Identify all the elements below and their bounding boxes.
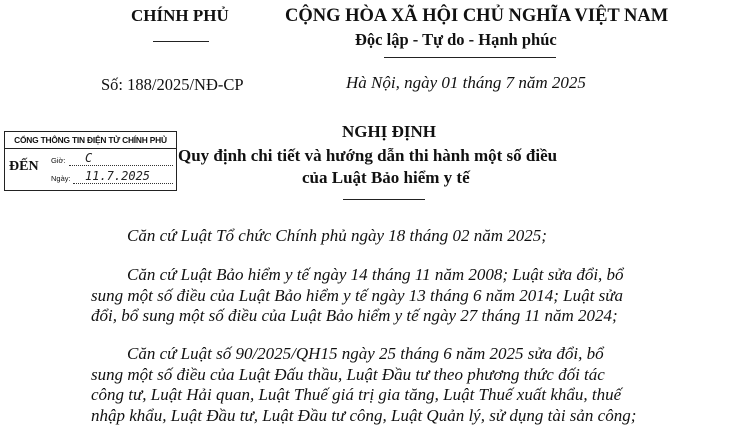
document-number: Số: 188/2025/NĐ-CP (101, 75, 244, 94)
issuer-name: CHÍNH PHỦ (131, 6, 229, 25)
legal-basis-paragraph (91, 226, 691, 247)
nation-name: CỘNG HÒA XÃ HỘI CHỦ NGHĨA VIỆT NAM (285, 6, 669, 26)
stamp-header: CỔNG THÔNG TIN ĐIỆN TỬ CHÍNH PHỦ (5, 132, 176, 149)
subject-line-1: Quy định chi tiết và hướng dẫn thi hành một số điều (178, 146, 558, 165)
stamp-received-label: ĐẾN (9, 159, 39, 174)
stamp-time-dots (69, 165, 173, 166)
paragraph-line: Căn cứ Luật Bảo hiểm y tế ngày 14 tháng 11 năm 2008; Luật sửa đổi, bổ (127, 265, 624, 284)
paragraph-line: nhập khẩu, Luật Đầu tư, Luật Đầu tư công, Luật Quản lý, sử dụng tài sản công; (91, 405, 637, 425)
stamp-time-value: C (85, 151, 93, 165)
motto-underline (384, 57, 556, 58)
title-underline (343, 199, 425, 200)
legal-basis-paragraph (91, 344, 691, 426)
stamp-time-label: Giờ: (51, 156, 66, 165)
document-type: NGHỊ ĐỊNH (342, 122, 436, 141)
national-motto: Độc lập - Tự do - Hạnh phúc (355, 30, 557, 49)
paragraph-line: công tư, Luật Hải quan, Luật Thuế giá trị gia tăng, Luật Thuế xuất khẩu, thuế (91, 385, 622, 404)
stamp-date-label: Ngày: (51, 174, 71, 183)
place-date: Hà Nội, ngày 01 tháng 7 năm 2025 (346, 73, 586, 92)
legal-basis-paragraph (91, 265, 691, 327)
paragraph-line: sung một số điều của Luật Đấu thầu, Luật Đầu tư theo phương thức đối tác (91, 364, 605, 384)
paragraph-line: đổi, bổ sung một số điều của Luật Bảo hiểm y tế ngày 27 tháng 11 năm 2024; (91, 306, 618, 325)
paragraph-line: Căn cứ Luật Tổ chức Chính phủ ngày 18 tháng 02 năm 2025; (127, 226, 547, 245)
paragraph-line: sung một số điều của Luật Bảo hiểm y tế ngày 13 tháng 6 năm 2014; Luật sửa (91, 285, 623, 305)
issuer-underline (153, 41, 209, 42)
subject-line-2: của Luật Bảo hiểm y tế (302, 168, 470, 187)
paragraph-line: Căn cứ Luật số 90/2025/QH15 ngày 25 tháng 6 năm 2025 sửa đổi, bổ (127, 344, 604, 363)
stamp-date-dots (73, 183, 173, 184)
stamp-date-value: 11.7.2025 (85, 169, 151, 183)
received-stamp (4, 131, 177, 191)
